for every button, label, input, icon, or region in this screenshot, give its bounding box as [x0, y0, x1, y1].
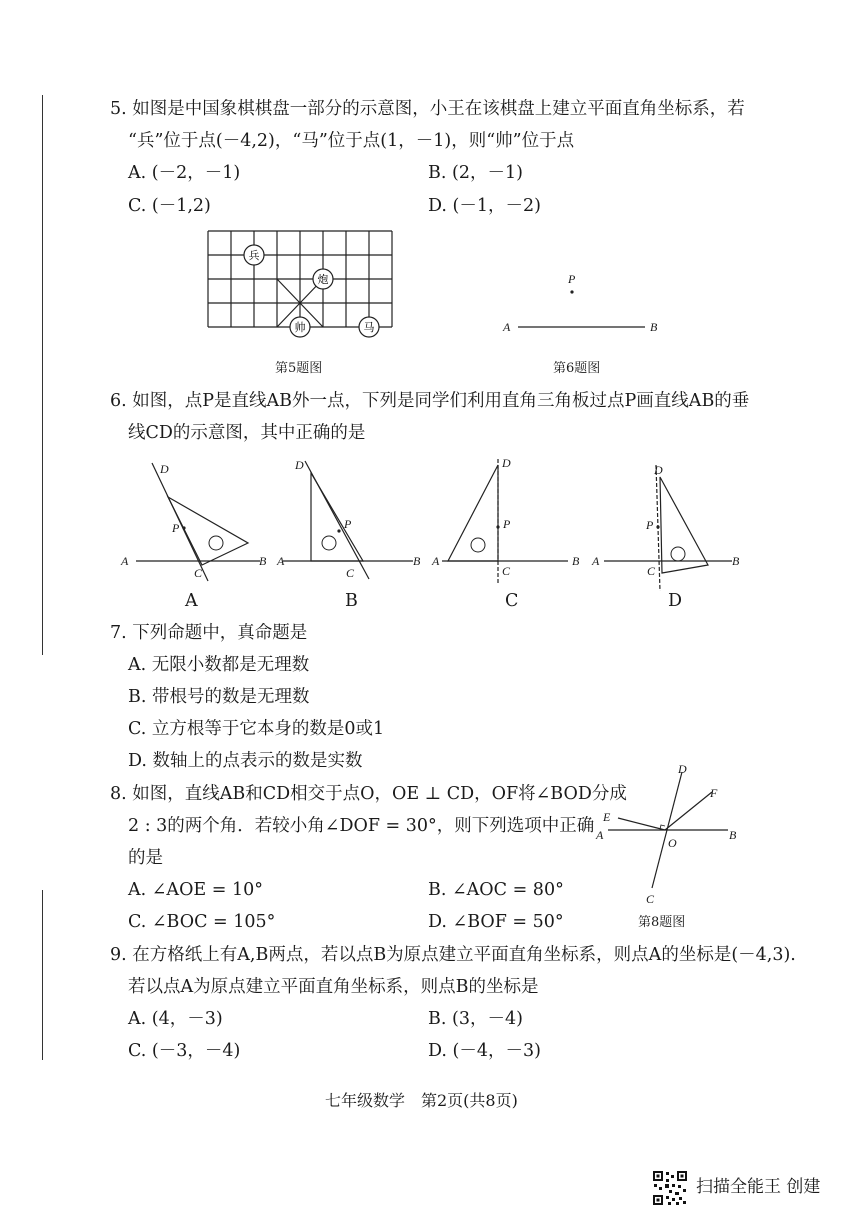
q8-angle-figure [590, 760, 750, 910]
q5-stem-line2: “兵”位于点(－4,2)，“马”位于点(1，－1)，则“帅”位于点 [128, 131, 575, 151]
q6-option-c-label: C [505, 591, 519, 611]
q9-option-b: B. (3，－4) [428, 1009, 523, 1029]
q8-stem-line1: 8. 如图，直线AB和CD相交于点O，OE ⊥ CD，OF将∠BOD分成 [110, 784, 627, 804]
q8-label-d: D [678, 762, 687, 776]
q8-label-c: C [646, 892, 655, 906]
q8-label-o: O [668, 836, 677, 850]
q6b-label-p: P [344, 517, 352, 531]
q6c-label-a: A [432, 554, 440, 568]
q8-label-e: E [603, 810, 611, 824]
q6a-label-d: D [160, 462, 169, 476]
q6-point-line-figure [500, 270, 670, 340]
q9-stem-line2: 若以点A为原点建立平面直角坐标系，则点B的坐标是 [128, 977, 539, 997]
qr-code-icon [652, 1170, 688, 1206]
piece-shuai: 帅 [294, 322, 306, 334]
q5-stem-line1: 5. 如图是中国象棋棋盘一部分的示意图，小王在该棋盘上建立平面直角坐标系，若 [110, 99, 745, 119]
piece-bing: 兵 [248, 250, 260, 262]
q6a-label-a: A [121, 554, 129, 568]
q6d-label-d: D [654, 463, 663, 477]
q5-option-b: B. (2，－1) [428, 163, 523, 183]
q6c-label-b: B [572, 554, 580, 568]
q5-figure-caption: 第5题图 [275, 361, 323, 376]
q6-option-b-label: B [345, 591, 358, 611]
q9-stem-line1: 9. 在方格纸上有A,B两点，若以点B为原点建立平面直角坐标系，则点A的坐标是(－4,3). [110, 945, 796, 965]
q8-option-b: B. ∠AOC = 80° [428, 880, 564, 900]
q7-option-d: D. 数轴上的点表示的数是实数 [128, 751, 363, 771]
q6fig-label-a: A [503, 320, 511, 334]
q6c-label-p: P [503, 517, 511, 531]
q6-stem-line2: 线CD的示意图，其中正确的是 [128, 423, 366, 443]
q9-option-a: A. (4，－3) [128, 1009, 223, 1029]
q6a-label-c: C [194, 566, 203, 580]
q5-option-a: A. (－2，－1) [128, 163, 241, 183]
q8-stem-line2: 2 : 3的两个角．若较小角∠DOF = 30°，则下列选项中正确 [128, 816, 595, 836]
q8-option-d: D. ∠BOF = 50° [428, 912, 564, 932]
q6d-label-b: B [732, 554, 740, 568]
q8-option-a: A. ∠AOE = 10° [128, 880, 263, 900]
q8-label-f: F [710, 786, 718, 800]
q5-chessboard-figure [200, 225, 400, 350]
q6d-label-c: C [647, 564, 656, 578]
binding-line [42, 890, 43, 1060]
q6-figure-caption: 第6题图 [553, 361, 601, 376]
q8-figure-caption: 第8题图 [638, 915, 686, 930]
q8-stem-line3: 的是 [128, 848, 163, 868]
q6b-label-c: C [346, 566, 355, 580]
q6b-label-b: B [413, 554, 421, 568]
q6-option-a-label: A [185, 591, 198, 611]
q8-label-a: A [596, 828, 604, 842]
q6-stem-line1: 6. 如图，点P是直线AB外一点，下列是同学们利用直角三角板过点P画直线AB的垂 [110, 391, 750, 411]
q9-option-c: C. (－3，－4) [128, 1041, 241, 1061]
q7-stem: 7. 下列命题中，真命题是 [110, 623, 308, 643]
q9-option-d: D. (－4，－3) [428, 1041, 541, 1061]
q7-option-a: A. 无限小数都是无理数 [128, 655, 310, 675]
piece-pao: 炮 [317, 274, 329, 286]
page-footer: 七年级数学 第2页(共8页) [325, 1091, 518, 1110]
q6b-label-a: A [277, 554, 285, 568]
q6-option-d-figure [590, 455, 750, 585]
q6b-label-d: D [295, 458, 304, 472]
q6fig-label-p: P [568, 272, 576, 286]
q5-option-c: C. (－1,2) [128, 196, 211, 216]
q6d-label-p: P [646, 518, 654, 532]
q6-option-d-label: D [668, 591, 683, 611]
q8-label-b: B [729, 828, 737, 842]
q6fig-label-b: B [650, 320, 658, 334]
q6-option-b-figure [275, 455, 435, 585]
q7-option-c: C. 立方根等于它本身的数是0或1 [128, 719, 385, 739]
q8-option-c: C. ∠BOC = 105° [128, 912, 276, 932]
q6c-label-c: C [502, 564, 511, 578]
q6a-label-p: P [172, 521, 180, 535]
q6a-label-b: B [259, 554, 267, 568]
binding-line [42, 95, 43, 655]
q6c-label-d: D [502, 456, 511, 470]
q7-option-b: B. 带根号的数是无理数 [128, 687, 310, 707]
q5-option-d: D. (－1，－2) [428, 196, 541, 216]
q6d-label-a: A [592, 554, 600, 568]
piece-ma: 马 [363, 322, 375, 334]
scanner-watermark: 扫描全能王 创建 [696, 1177, 821, 1197]
